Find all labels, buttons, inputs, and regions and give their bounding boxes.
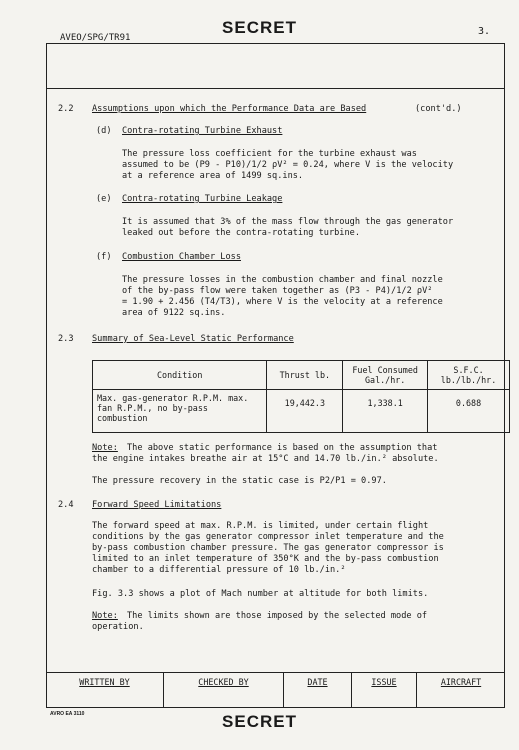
item-label-e: (e) [96,194,112,204]
footer-checked-by: CHECKED BY [164,673,284,708]
item-heading-e: Contra-rotating Turbine Leakage [122,194,283,204]
note-2-3-line-2: the engine intakes breathe air at 15°C and 14.70 lb./in.² absolute. [92,454,439,464]
footer-date: DATE [284,673,352,708]
item-d-line-2: assumed to be (P9 - P10)/1/2 ρV² = 0.24, where V is the velocity [122,160,454,170]
note-label-2-4: Note: [92,611,118,621]
section-title-2-4: Forward Speed Limitations [92,500,222,510]
section-title-2-2: Assumptions upon which the Performance Data are Based [92,104,367,114]
item-e-line-2: leaked out before the contra-rotating turbine. [122,228,360,238]
table-row [93,390,510,433]
section-2-4-line-1: The forward speed at max. R.P.M. is limited, under certain flight [92,521,429,531]
section-title-2-3: Summary of Sea-Level Static Performance [92,334,294,344]
table-header-sfc: S.F.C. lb./lb./hr. [428,361,510,390]
table-cell-sfc: 0.688 [428,390,510,433]
item-f-line-4: area of 9122 sq.ins. [122,308,226,318]
item-heading-f: Combustion Chamber Loss [122,252,241,262]
item-f-line-3: = 1.90 + 2.456 (T4/T3), where V is the velocity at a reference [122,297,443,307]
section-2-4-line-3: by-pass combustion chamber pressure. The gas generator compressor is [92,543,444,553]
footer-issue: ISSUE [352,673,417,708]
performance-table [92,360,510,433]
item-heading-d: Contra-rotating Turbine Exhaust [122,126,283,136]
section-number-2-3: 2.3 [58,334,74,344]
pressure-recovery: The pressure recovery in the static case is P2/P1 = 0.97. [92,476,387,486]
table-cell-thrust: 19,442.3 [267,390,343,433]
table-header-condition: Condition [93,361,267,390]
table-header-thrust: Thrust lb. [267,361,343,390]
item-label-d: (d) [96,126,112,136]
section-number-2-4: 2.4 [58,500,74,510]
header-rule [46,88,505,89]
item-f-line-1: The pressure losses in the combustion chamber and final nozzle [122,275,443,285]
section-2-4-line-4: limited to an inlet temperature of 350°K and the by-pass combustion [92,554,439,564]
table-header-fuel: Fuel Consumed Gal./hr. [343,361,428,390]
item-d-line-1: The pressure loss coefficient for the turbine exhaust was [122,149,417,159]
classification-bottom: SECRET [222,712,297,731]
section-2-4-line-2: conditions by the gas generator compressor inlet temperature and the [92,532,444,542]
item-d-line-3: at a reference area of 1499 sq.ins. [122,171,304,181]
form-number: AVRO EA 3110 [50,711,85,717]
item-f-line-2: of the by-pass flow were taken together as (P3 - P4)/1/2 ρV² [122,286,433,296]
footer-aircraft: AIRCRAFT [440,677,482,687]
section-2-4-line-5: chamber to a differential pressure of 10 lb./in.² [92,565,346,575]
classification-top: SECRET [222,18,297,37]
note-2-4-line-2: operation. [92,622,144,632]
table-cell-condition: Max. gas-generator R.P.M. max. fan R.P.M., no by-pass combustion [93,390,267,433]
section-contd: (cont'd.) [415,104,462,114]
section-number-2-2: 2.2 [58,104,74,114]
note-label-2-3: Note: [92,443,118,453]
note-2-4-line-1: The limits shown are those imposed by the selected mode of [127,611,428,621]
signoff-footer [46,672,505,708]
item-label-f: (f) [96,252,112,262]
table-cell-fuel: 1,338.1 [343,390,428,433]
item-e-line-1: It is assumed that 3% of the mass flow through the gas generator [122,217,454,227]
note-2-3-line-1: The above static performance is based on the assumption that [127,443,438,453]
page-number: 3. [478,26,491,37]
figure-reference: Fig. 3.3 shows a plot of Mach number at altitude for both limits. [92,589,429,599]
document-reference: AVEO/SPG/TR91 [60,33,131,43]
footer-written-by: WRITTEN BY [46,673,164,708]
